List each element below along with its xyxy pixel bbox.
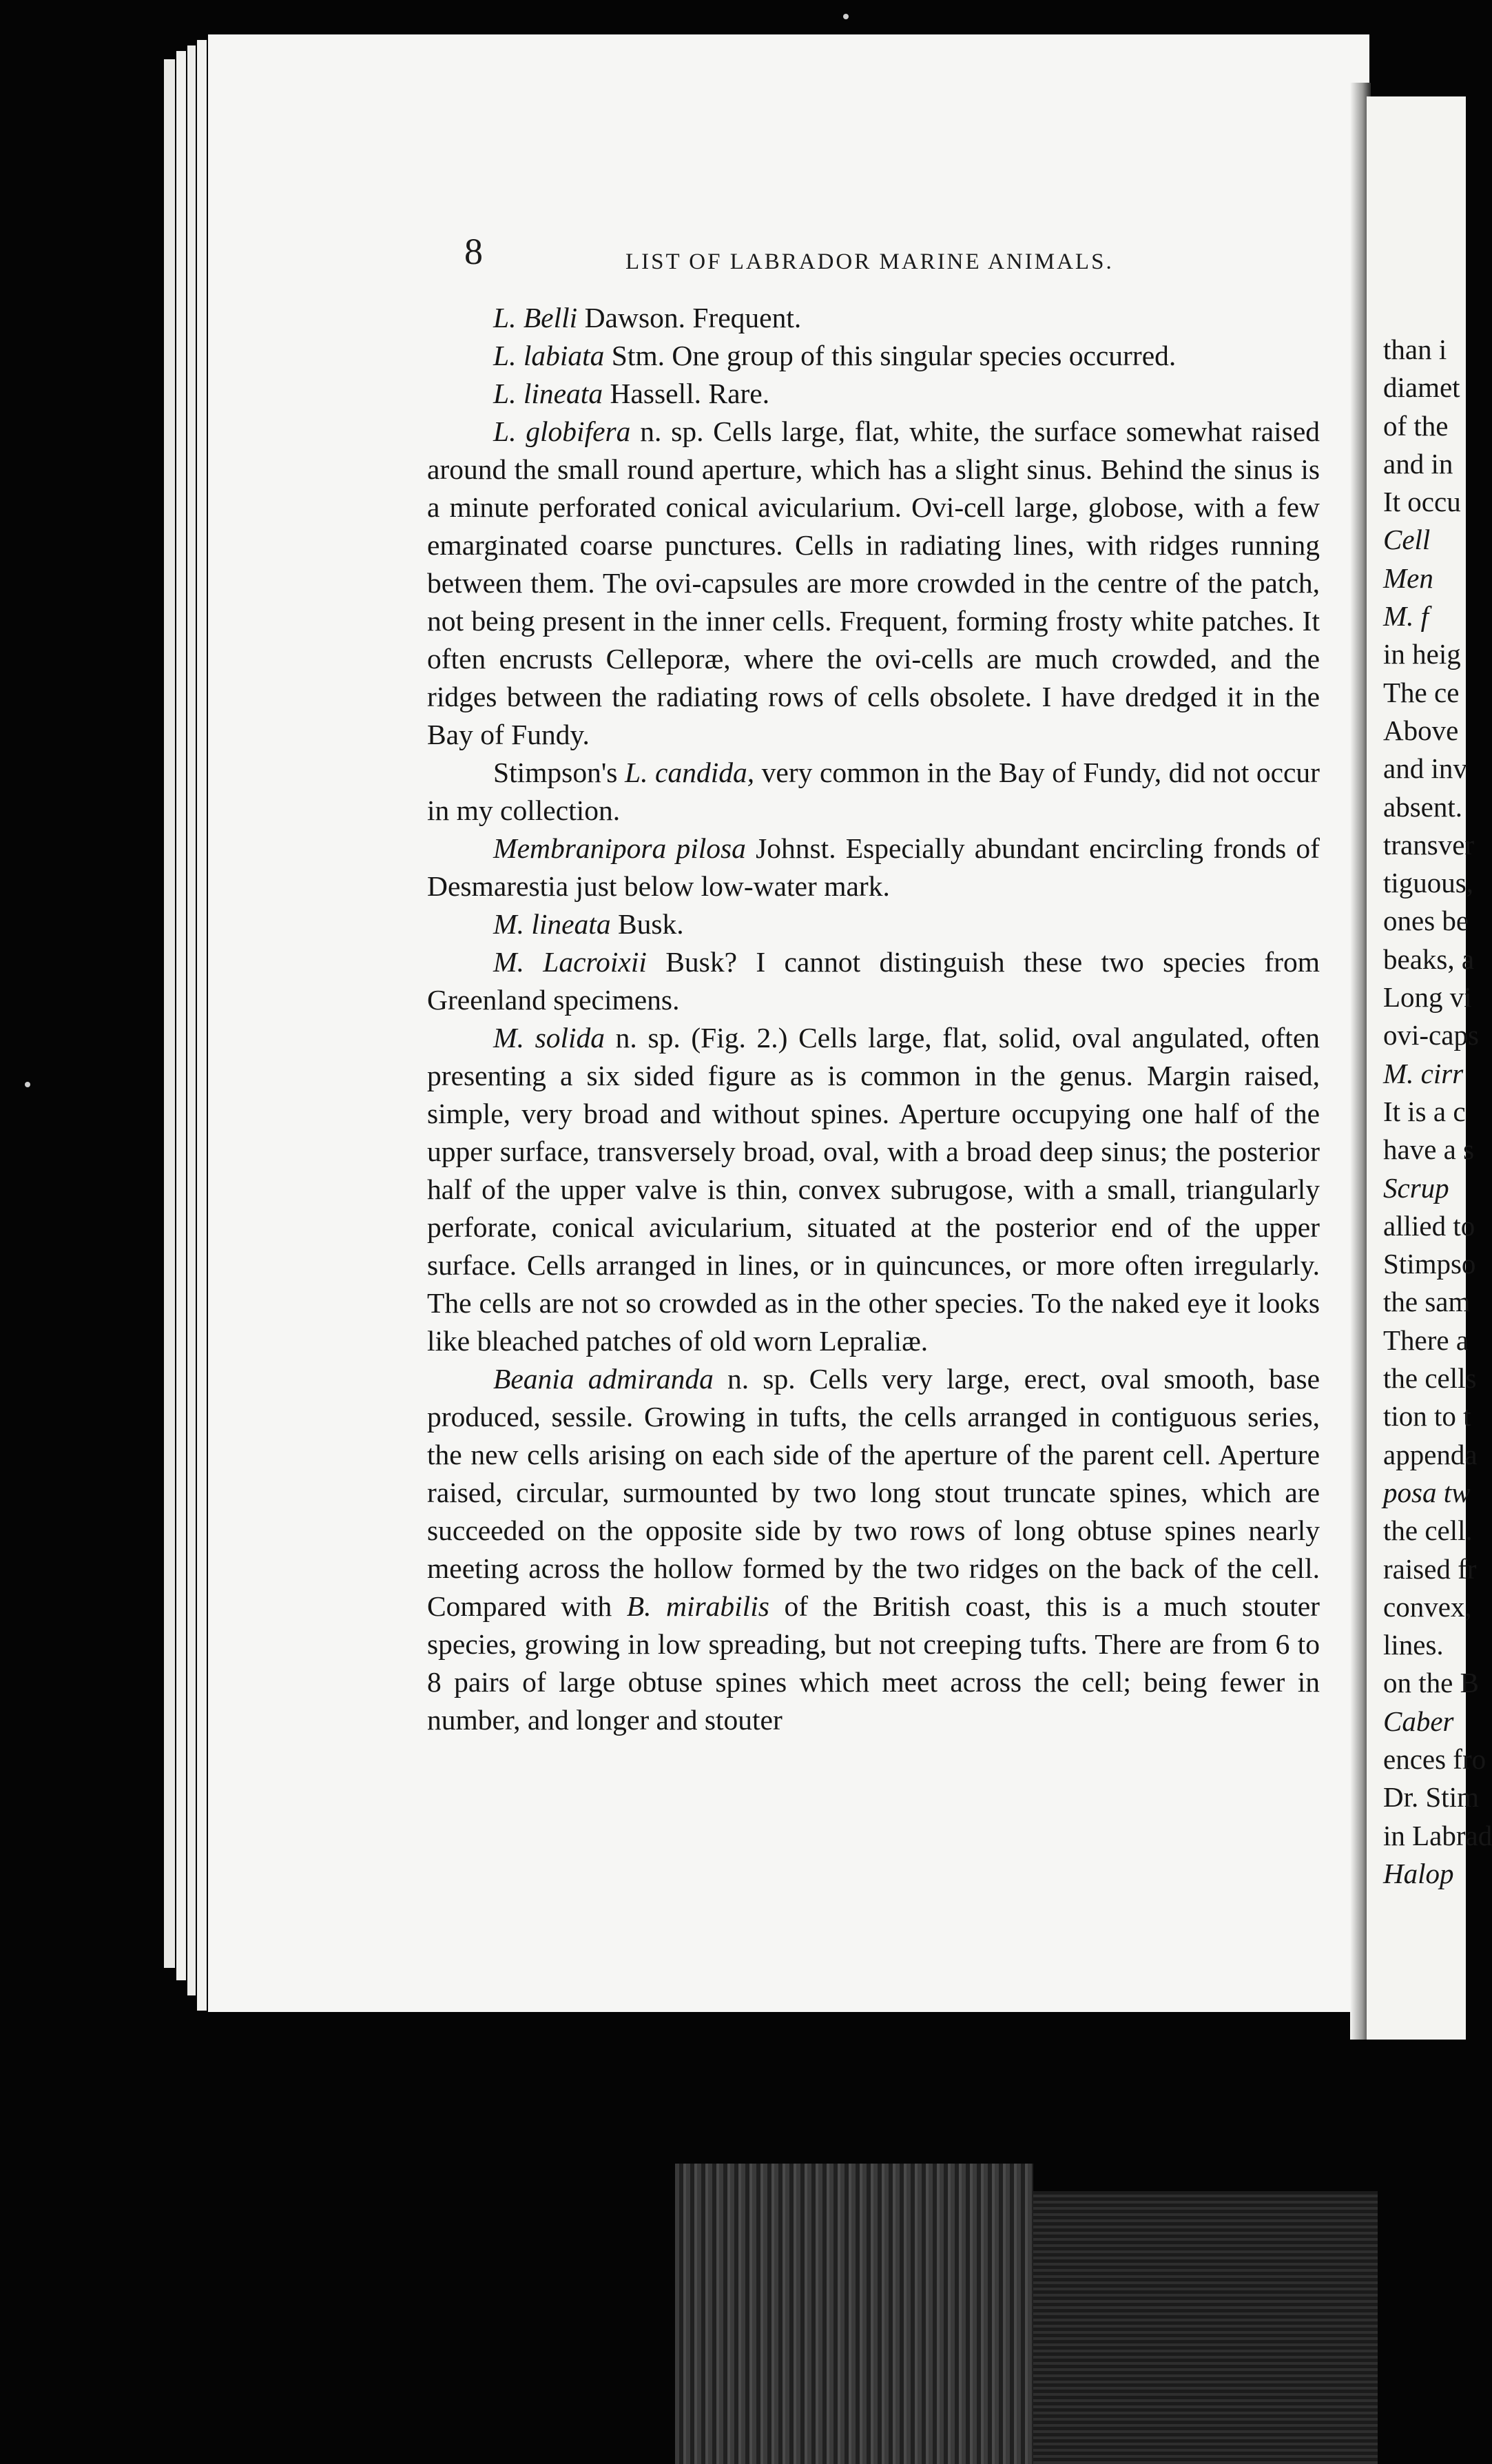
right-page-line: Caber — [1383, 1705, 1454, 1737]
species-name: M. Lacroixii — [493, 946, 647, 978]
right-page-line: allied to — [1383, 1209, 1475, 1242]
paragraph — [427, 943, 1320, 1019]
right-page-line: There a — [1383, 1324, 1469, 1356]
paragraph-text: n. sp. Cells very large, erect, oval smooth, base produced, sessile. Growing in tufts, the cells arranged in contiguous series, the new cells arising on each side of the aperture of the parent cell. Aperture raised, circular, surmounted by two long stout truncate spines, which are succeeded on the opposite side by two rows of long obtuse spines nearly meeting across the hollow formed by the two ridges on the back of the cell. Compared with — [427, 1363, 1320, 1622]
paragraph-text: Dawson. Frequent. — [577, 302, 802, 333]
right-page-text — [1383, 331, 1492, 1893]
right-page-line: raised fr — [1383, 1552, 1477, 1585]
right-page-line: and in — [1383, 447, 1453, 480]
book-page-right — [1367, 96, 1492, 2040]
dust-speck — [843, 14, 849, 19]
page-edge — [187, 45, 196, 1995]
right-page-line: lines. — [1383, 1629, 1444, 1661]
right-page-line: posa tw — [1383, 1476, 1471, 1508]
right-page-line: tiguous, — [1383, 867, 1473, 899]
right-page-line: have a s — [1383, 1133, 1475, 1166]
species-name: L. labiata — [493, 340, 605, 371]
right-page-line: beaks, a — [1383, 943, 1475, 975]
right-page-line: the sam — [1383, 1286, 1471, 1318]
species-name: M. lineata — [493, 908, 611, 940]
right-page-line: Cell — [1383, 524, 1431, 556]
right-page-line: than i — [1383, 333, 1447, 365]
species-name: L. candida, — [625, 757, 755, 788]
right-page-line: Men — [1383, 562, 1433, 594]
right-page-line: appenda — [1383, 1438, 1478, 1470]
right-page-line: M. cirr — [1383, 1057, 1464, 1089]
paragraph-text: of the British coast, this is a much stouter species, growing in low spreading, but not creeping tufts. There are from 6 to 8 pairs of large obtuse spines which meet across the cell; being fewer in number, and longer and stouter — [427, 1590, 1320, 1736]
paragraph-text: Johnst. Especially abundant encircling fronds of Desmarestia just below low-water mark. — [427, 832, 1320, 902]
page-body — [427, 299, 1320, 1739]
right-page-line: of the — [1383, 409, 1449, 442]
paragraph-text: n. sp. Cells large, flat, white, the surface somewhat raised around the small round aperture, which has a slight sinus. Behind the sinus is a minute perforated conical avicularium. Ovi-cell large, globose, with a few emarginated coarse punctures. Cells in radiating lines, with ridges running between them. The ovi-capsules are more crowded in the centre of the patch, not being present in the inner cells. Frequent, forming frosty white patches. It often encrusts Celleporæ, where the ovi-cells are much crowded, and the ridges between the radiating rows of cells obsolete. I have dredged it in the Bay of Fundy. — [427, 415, 1320, 750]
page-number: 8 — [464, 231, 483, 272]
right-page-line: Long vi — [1383, 981, 1472, 1014]
right-page-line: Dr. Stim — [1383, 1781, 1479, 1814]
paragraph-pre: Stimpson's — [493, 757, 625, 788]
species-name: L. Belli — [493, 302, 578, 333]
paragraph — [427, 905, 1320, 943]
paragraph-text: Stm. One group of this singular species occurred. — [604, 340, 1177, 371]
right-page-line: ones be — [1383, 905, 1469, 937]
paragraph — [427, 413, 1320, 754]
right-page-line: convex, — [1383, 1590, 1472, 1623]
right-page-line: absent. — [1383, 790, 1462, 823]
book-cloth-texture — [1033, 2191, 1378, 2464]
paragraph-text: Busk? I cannot distinguish these two species from Greenland specimens. — [427, 946, 1320, 1016]
paragraph-text: n. sp. (Fig. 2.) Cells large, flat, solid, oval angulated, often presenting a six sided figure as is common in the genus. Margin raised, simple, very broad and without spines. Aperture occupying one half of the upper surface, transversely broad, oval, with a broad deep sinus; the posterior half of the upper valve is thin, convex subrugose, with a small, triangularly perforate, conical avicularium, situated at the posterior end of the upper surface. Cells arranged in lines, or in quincunces, or more often irregularly. The cells are not so crowded as in the other species. To the naked eye it looks like bleached patches of old worn Lepraliæ. — [427, 1022, 1320, 1357]
species-name: L. lineata — [493, 378, 603, 409]
paragraph — [427, 830, 1320, 905]
paragraph-text: very common in the Bay of Fundy, did not occur in my collection. — [427, 757, 1320, 826]
species-name: Membranipora pilosa — [493, 832, 746, 864]
paragraph — [427, 1360, 1320, 1739]
paragraph — [427, 299, 1320, 337]
right-page-line: ences fro — [1383, 1743, 1486, 1775]
right-page-line: diamet — [1383, 371, 1460, 404]
right-page-line: M. f — [1383, 600, 1429, 633]
paragraph-text: Hassell. Rare. — [603, 378, 770, 409]
page-edge — [197, 40, 207, 2011]
right-page-line: the cell. — [1383, 1515, 1473, 1547]
dust-speck — [25, 1082, 30, 1087]
right-page-line: It is a c — [1383, 1095, 1466, 1127]
book-cloth-texture — [675, 2164, 1033, 2464]
right-page-line: Stimpso — [1383, 1248, 1476, 1280]
species-name: M. solida — [493, 1022, 605, 1054]
right-page-line: in Labrad — [1383, 1819, 1492, 1851]
right-page-line: Scrup — [1383, 1171, 1449, 1204]
running-head: LIST OF LABRADOR MARINE ANIMALS. — [625, 249, 1114, 274]
right-page-line: and inv — [1383, 752, 1467, 785]
right-page-line: the cells — [1383, 1362, 1477, 1395]
paragraph — [427, 375, 1320, 413]
paragraph — [427, 754, 1320, 830]
right-page-line: It occu — [1383, 486, 1461, 518]
paragraph — [427, 337, 1320, 375]
paragraph-text: Busk. — [610, 908, 684, 940]
species-name: Beania admiranda — [493, 1363, 714, 1395]
species-name: L. globifera — [493, 415, 631, 447]
right-page-line: on the B — [1383, 1667, 1479, 1699]
right-page-line: tion to t — [1383, 1400, 1471, 1433]
right-page-line: ovi-caps — [1383, 1019, 1479, 1051]
right-page-line: in heig — [1383, 638, 1461, 670]
right-page-line: transver — [1383, 828, 1475, 861]
page-edge — [176, 51, 186, 1980]
page-edge — [164, 59, 175, 1968]
right-page-line: Above — [1383, 714, 1459, 746]
species-name: B. mirabilis — [626, 1590, 769, 1622]
paragraph — [427, 1019, 1320, 1360]
right-page-line: The ce — [1383, 676, 1460, 708]
right-page-line: Halop — [1383, 1857, 1454, 1889]
